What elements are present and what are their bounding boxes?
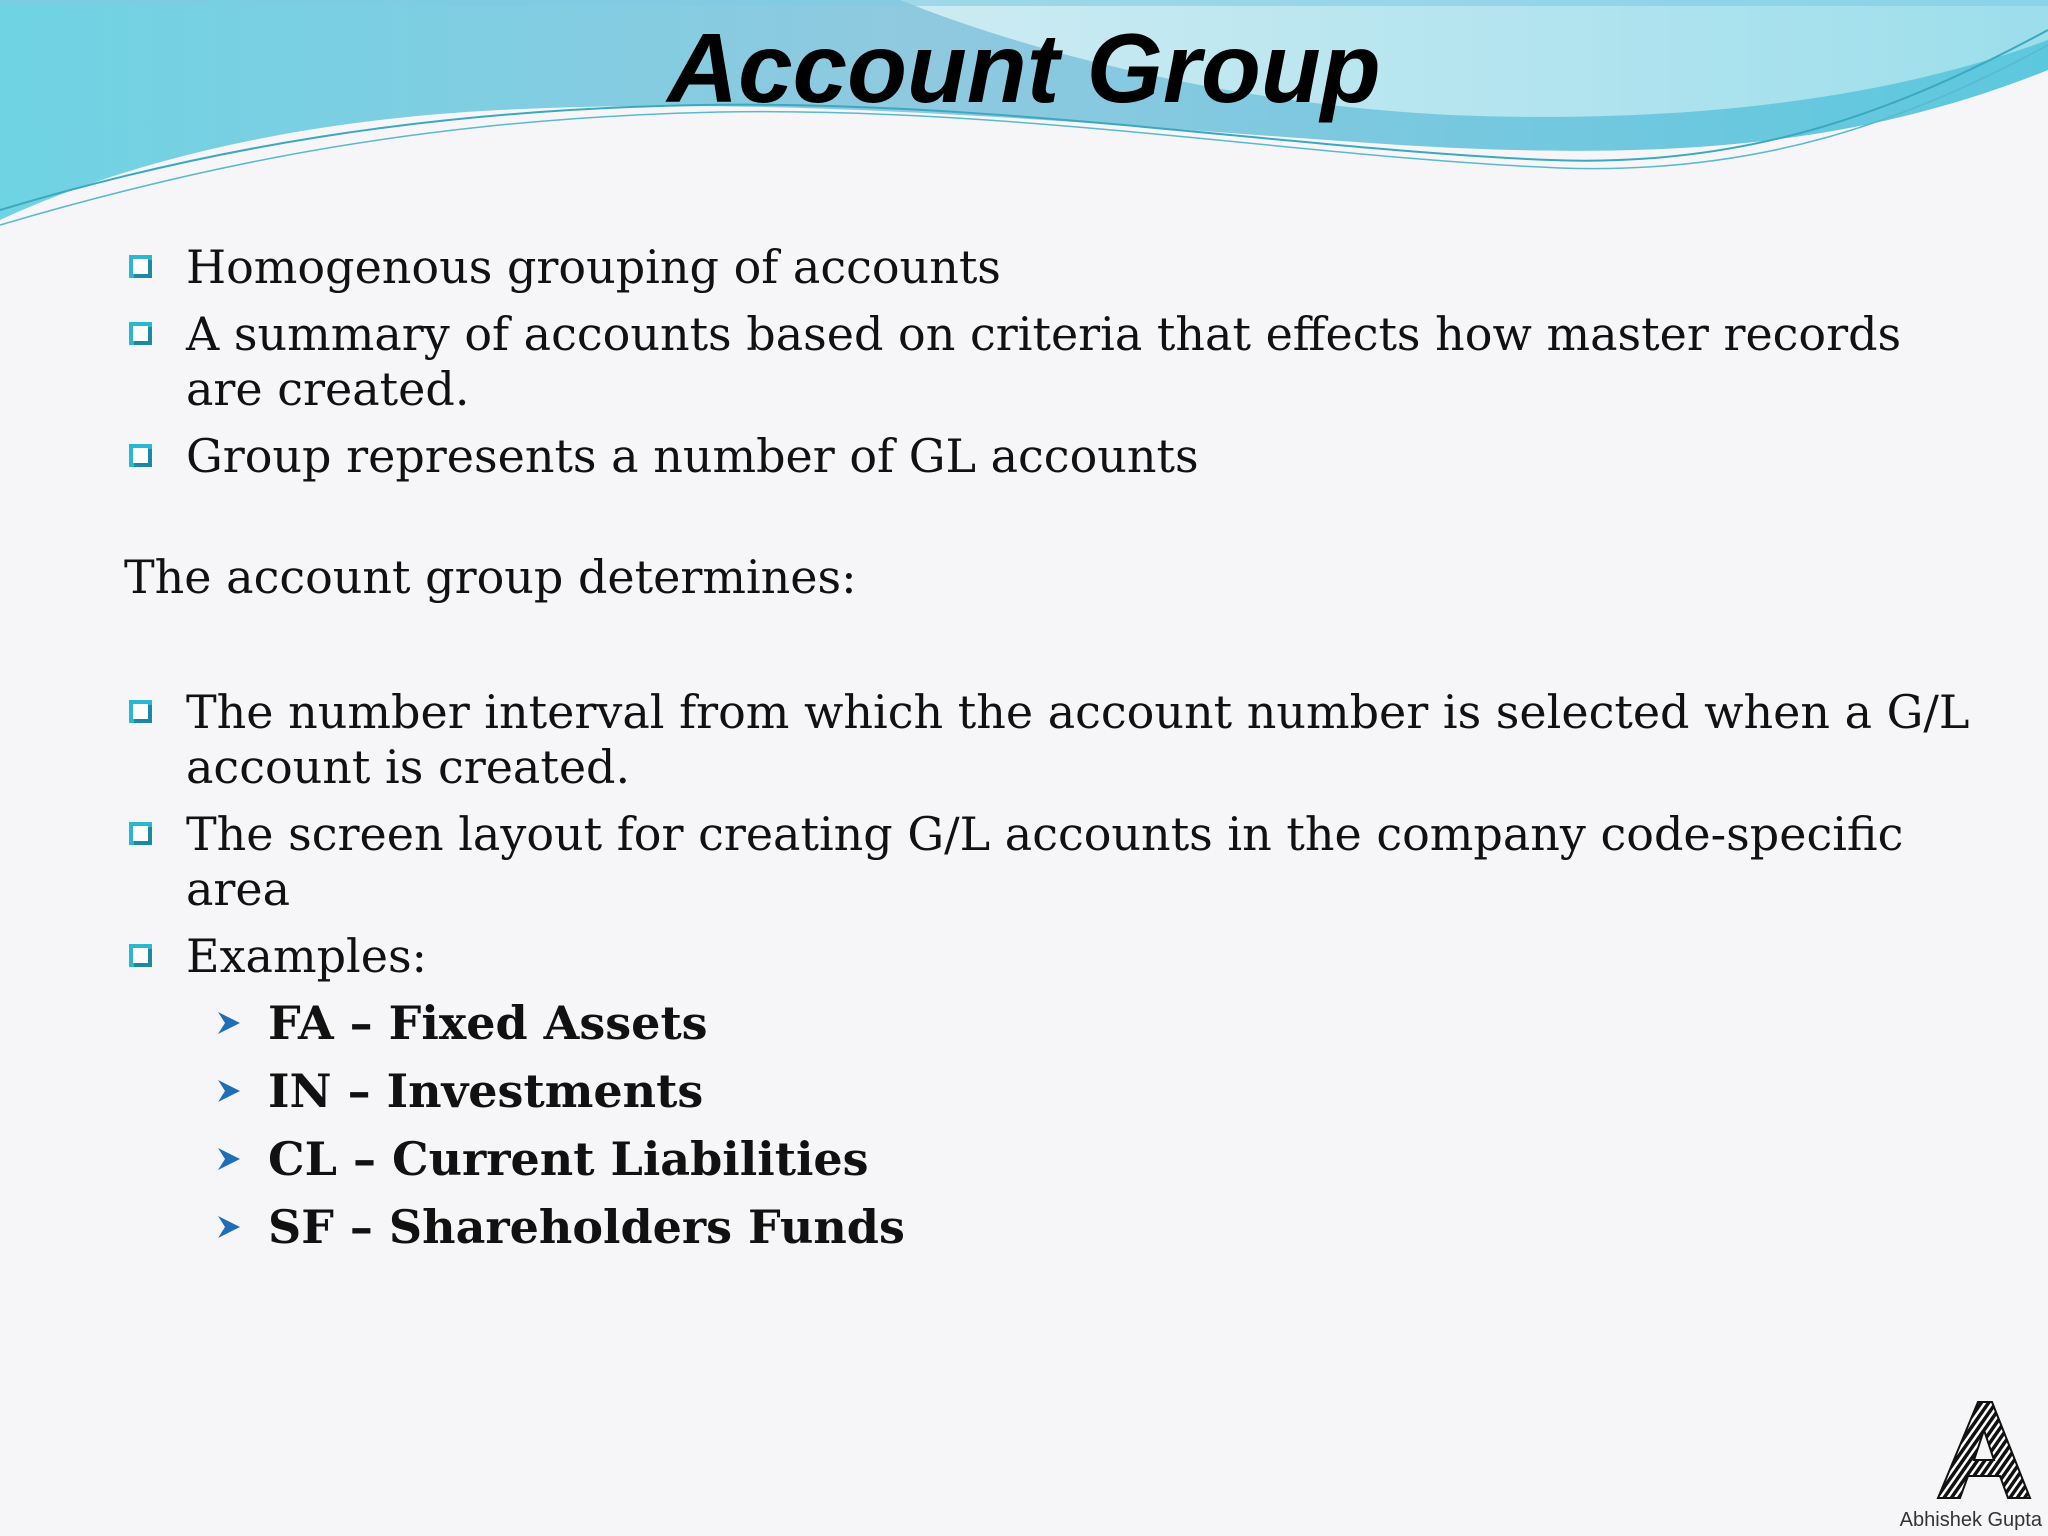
bullet-item xyxy=(124,429,1984,484)
bullet-item xyxy=(124,685,1984,795)
square-bullet-icon xyxy=(128,699,153,724)
example-item xyxy=(124,1064,1984,1119)
slide-content xyxy=(124,240,1984,1268)
square-bullet-icon xyxy=(128,321,153,346)
example-text: FA – Fixed Assets xyxy=(268,996,708,1050)
example-text: CL – Current Liabilities xyxy=(268,1132,869,1186)
example-text: SF – Shareholders Funds xyxy=(268,1200,905,1254)
arrowhead-bullet-icon xyxy=(216,1078,242,1104)
bullet-text: The screen layout for creating G/L accounts in the company code-specific area xyxy=(186,807,1904,916)
author-logo xyxy=(1899,1394,2042,1534)
arrowhead-bullet-icon xyxy=(216,1146,242,1172)
square-bullet-icon xyxy=(128,943,153,968)
bullet-text: Homogenous grouping of accounts xyxy=(186,240,1001,294)
square-bullet-icon xyxy=(128,443,153,468)
bullet-item xyxy=(124,240,1984,295)
bullet-text: Examples: xyxy=(186,929,428,983)
square-bullet-icon xyxy=(128,821,153,846)
example-text: IN – Investments xyxy=(268,1064,704,1118)
example-item xyxy=(124,1200,1984,1255)
bullet-item xyxy=(124,929,1984,984)
slide-title: Account Group xyxy=(667,13,1381,123)
logo-author-name: Abhishek Gupta xyxy=(1899,1509,2042,1531)
arrowhead-bullet-icon xyxy=(216,1214,242,1240)
bullet-text: Group represents a number of GL accounts xyxy=(186,429,1199,483)
bullet-item xyxy=(124,807,1984,917)
bullet-text: The number interval from which the account number is selected when a G/L account is created. xyxy=(186,685,1970,794)
letter-a-logo-icon xyxy=(1934,1394,2034,1504)
arrowhead-bullet-icon xyxy=(216,1010,242,1036)
bullet-item xyxy=(124,307,1984,417)
bullet-text: A summary of accounts based on criteria that effects how master records are created. xyxy=(186,307,1902,416)
example-item xyxy=(124,996,1984,1051)
determines-label: The account group determines: xyxy=(124,550,857,604)
square-bullet-icon xyxy=(128,254,153,279)
example-item xyxy=(124,1132,1984,1187)
